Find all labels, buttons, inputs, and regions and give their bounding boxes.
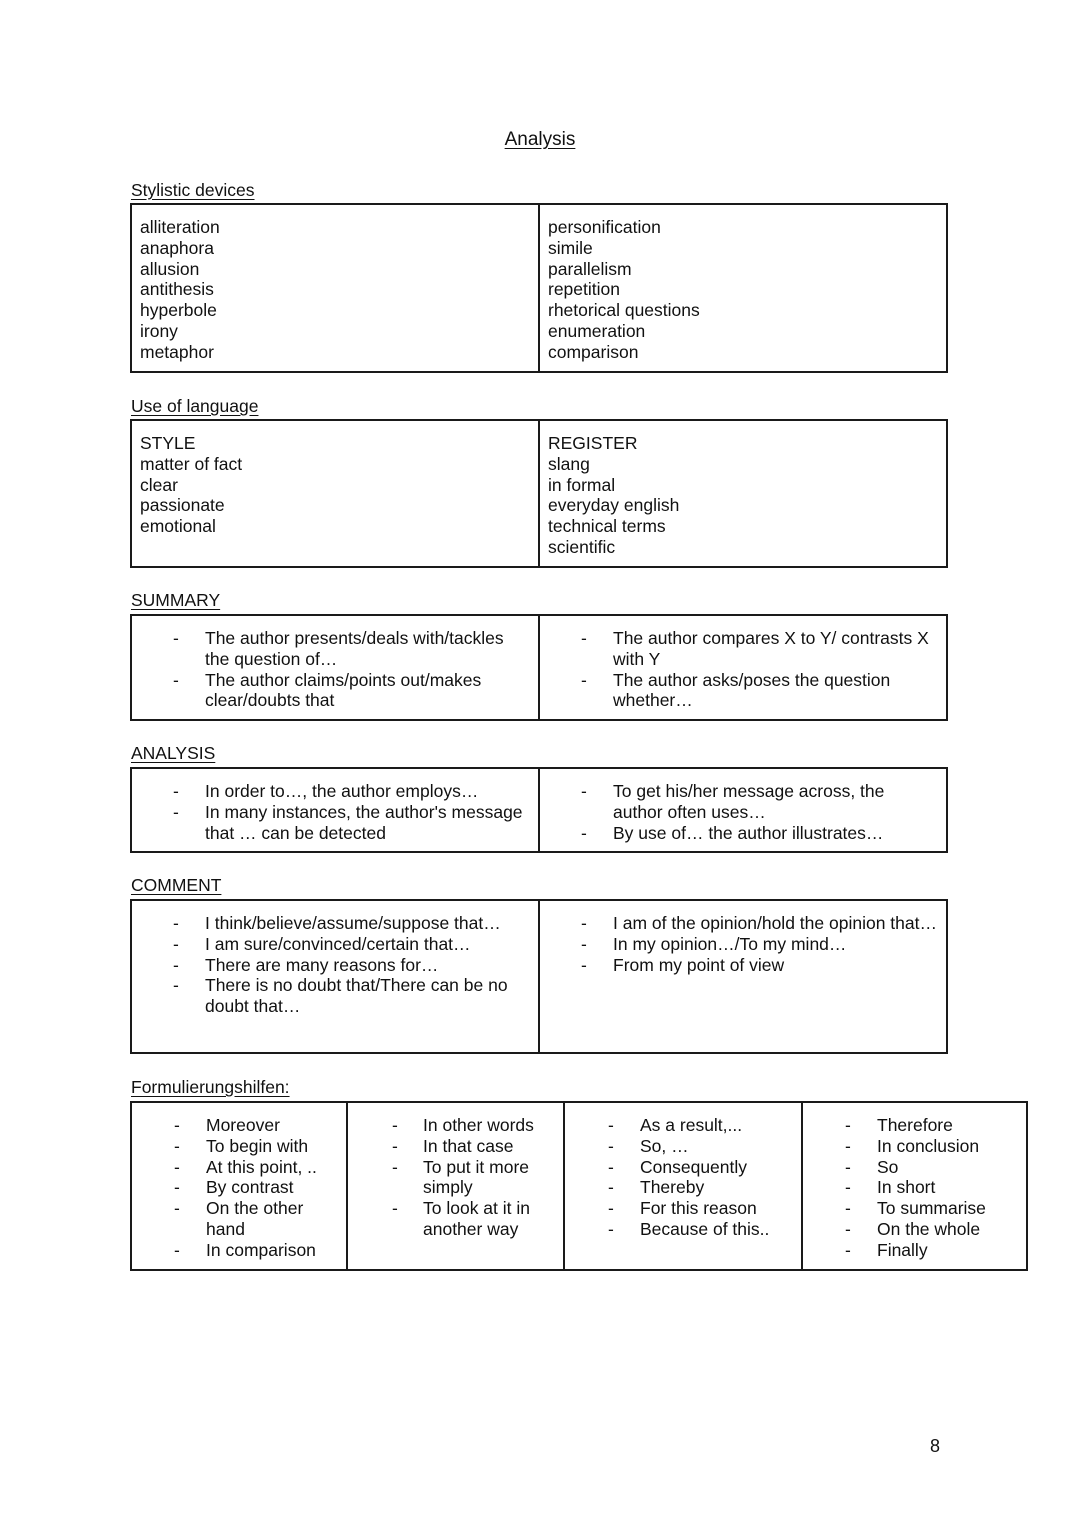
stylistic-devices-heading: Stylistic devices [131, 180, 255, 200]
list-item: scientific [548, 536, 616, 557]
summary-left-cell [131, 615, 539, 720]
formulation-aids-col4-list [809, 1115, 1020, 1261]
use-of-language-left-cell [131, 420, 539, 567]
list-item: everyday english [548, 495, 680, 516]
list-item: - As a result,... [571, 1115, 795, 1136]
list-item: slang [548, 453, 590, 474]
list-item: irony [140, 320, 178, 341]
list-item: - Finally [809, 1240, 1020, 1261]
formulation-aids-col2-list [354, 1115, 557, 1240]
list-item: - From my point of view [548, 955, 938, 976]
stylistic-devices-right-cell [539, 204, 947, 372]
list-item: matter of fact [140, 453, 243, 474]
list-item: - The author compares X to Y/ contrasts X with Y [548, 628, 938, 670]
list-item: - There is no doubt that/There can be no doubt that… [140, 975, 530, 1017]
list-item: allusion [140, 258, 200, 279]
list-item: - On the whole [809, 1219, 1020, 1240]
list-item: - In my opinion…/To my mind… [548, 934, 938, 955]
stylistic-devices-table [130, 203, 948, 373]
list-item: simile [548, 237, 593, 258]
list-item: - To begin with [138, 1136, 340, 1157]
list-item: emotional [140, 516, 216, 537]
list-item: anaphora [140, 237, 214, 258]
list-item: STYLE [140, 433, 196, 453]
list-item: - To get his/her message across, the author often uses… [548, 781, 938, 823]
list-item: antithesis [140, 279, 214, 300]
formulation-aids-col2-cell [347, 1102, 564, 1270]
list-item: - At this point, .. [138, 1157, 340, 1178]
list-item: enumeration [548, 320, 646, 341]
use-of-language-heading: Use of language [131, 396, 259, 416]
list-item: - In many instances, the author's message that … can be detected [140, 802, 530, 844]
comment-heading: COMMENT [131, 875, 222, 895]
list-item: - To put it more simply [354, 1157, 557, 1199]
list-item: - There are many reasons for… [140, 955, 530, 976]
page-title: Analysis [504, 129, 576, 150]
list-item: metaphor [140, 341, 214, 362]
list-item: - So, … [571, 1136, 795, 1157]
list-item: - For this reason [571, 1198, 795, 1219]
formulation-aids-heading: Formulierungshilfen: [131, 1077, 290, 1097]
list-item: technical terms [548, 516, 666, 537]
list-item: comparison [548, 341, 639, 362]
list-item: - To look at it in another way [354, 1198, 557, 1240]
summary-left-list [140, 628, 530, 711]
list-item: - To summarise [809, 1198, 1020, 1219]
list-item: in formal [548, 474, 616, 495]
list-item: - In other words [354, 1115, 557, 1136]
list-item: - Thereby [571, 1177, 795, 1198]
formulation-aids-col4-cell [802, 1102, 1027, 1270]
comment-left-list [140, 913, 530, 1017]
use-of-language-right-cell [539, 420, 947, 567]
list-item: - I am of the opinion/hold the opinion that… [548, 913, 938, 934]
stylistic-devices-left-cell [131, 204, 539, 372]
list-item: parallelism [548, 258, 632, 279]
formulation-aids-col1-list [138, 1115, 340, 1261]
formulation-aids-col1-cell [131, 1102, 347, 1270]
formulation-aids-col3-cell [564, 1102, 802, 1270]
comment-left-cell [131, 900, 539, 1053]
analysis-left-list [140, 781, 530, 843]
list-item: - I think/believe/assume/suppose that… [140, 913, 530, 934]
list-item: - In order to…, the author employs… [140, 781, 530, 802]
summary-heading: SUMMARY [131, 590, 221, 610]
list-item: clear [140, 474, 178, 495]
stylistic-devices-right-list [548, 217, 938, 363]
list-item: personification [548, 217, 661, 237]
list-item: REGISTER [548, 433, 638, 453]
use-of-language-table [130, 419, 948, 568]
list-item: - The author asks/poses the question whether… [548, 670, 938, 712]
stylistic-devices-left-list [140, 217, 530, 363]
list-item: - In short [809, 1177, 1020, 1198]
list-item: - The author claims/points out/makes clear/doubts that [140, 670, 530, 712]
list-item: - In comparison [138, 1240, 340, 1261]
list-item: - By contrast [138, 1177, 340, 1198]
list-item: - In conclusion [809, 1136, 1020, 1157]
register-list [548, 433, 938, 558]
analysis-left-cell [131, 768, 539, 852]
formulation-aids-table [130, 1101, 1028, 1271]
comment-table [130, 899, 948, 1054]
list-item: - The author presents/deals with/tackles the question of… [140, 628, 530, 670]
list-item: rhetorical questions [548, 300, 700, 321]
list-item: alliteration [140, 217, 220, 237]
list-item: - Moreover [138, 1115, 340, 1136]
analysis-heading: ANALYSIS [131, 743, 216, 763]
list-item: - So [809, 1157, 1020, 1178]
comment-right-list [548, 913, 938, 975]
list-item: - On the other hand [138, 1198, 340, 1240]
analysis-right-list [548, 781, 938, 843]
formulation-aids-col3-list [571, 1115, 795, 1240]
list-item: - In that case [354, 1136, 557, 1157]
list-item: - By use of… the author illustrates… [548, 823, 938, 844]
list-item: - Because of this.. [571, 1219, 795, 1240]
list-item: passionate [140, 495, 225, 516]
page-number: 8 [930, 1436, 941, 1456]
analysis-table [130, 767, 948, 853]
list-item: - Therefore [809, 1115, 1020, 1136]
list-item: hyperbole [140, 300, 217, 321]
summary-table [130, 614, 948, 721]
list-item: - I am sure/convinced/certain that… [140, 934, 530, 955]
summary-right-list [548, 628, 938, 711]
comment-right-cell [539, 900, 947, 1053]
analysis-right-cell [539, 768, 947, 852]
list-item: - Consequently [571, 1157, 795, 1178]
summary-right-cell [539, 615, 947, 720]
style-list [140, 433, 530, 537]
list-item: repetition [548, 279, 620, 300]
